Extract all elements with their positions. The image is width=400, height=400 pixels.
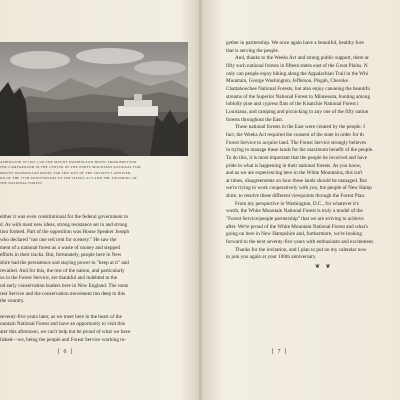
- body-line: forests throughout the East.: [226, 116, 284, 123]
- body-line: Thanks for the invitation, and I plan to put on my calendar now: [235, 246, 367, 253]
- body-line: gether in partnership. We once again have a beautiful, healthy fore: [226, 40, 364, 46]
- caption-line: THE CAMPGROUND IN THE CENTER OF THE WHITE MOUNTAIN NATIONAL FOR-: [0, 165, 142, 170]
- body-line: shire had the persistence and staying power to "keep at it" and: [0, 259, 129, 266]
- caption-line: MOUNT WASHINGTON HOTEL FOR THE SITE OF THE SOCIETY'S ANNIVER-: [0, 170, 132, 175]
- page-number: [ 6 ]: [58, 349, 73, 355]
- body-line: in trying to manage these lands for the maximum benefit of the people.: [226, 147, 374, 154]
- body-line: we're trying to work cooperatively with you, the people of New Hamp: [226, 185, 372, 192]
- body-line: fifty such national forests in fifteen states east of the Great Plains. N: [226, 62, 368, 69]
- body-line: that is serving the people.: [226, 47, 280, 54]
- body-line: us in the Forest Service, are thankful and indebted to the: [0, 275, 118, 282]
- body-line: Chattahoochee National Forests, but also enjoy canoeing the beautifu: [226, 85, 370, 92]
- body-line: revailed. And for this, the rest of the nation, and particularly: [0, 267, 125, 274]
- body-line: shire, to resolve these different viewpoints through the Forest Plan.: [226, 193, 366, 200]
- body-line: From my perspective in Washington, D.C., for whatever it's: [235, 200, 359, 207]
- caption-line: ON OF THE 75TH ANNIVERSARY OF THE WEEKS ACT AND THE FOUNDING OF: [0, 175, 138, 180]
- body-line: lished—we, being the people and Forest Service working to-: [0, 336, 127, 343]
- body-line: ountain National Forest and have an opportunity to visit this: [0, 321, 125, 328]
- body-line: worth, the White Mountain National Forest is truly a model of the: [226, 208, 363, 215]
- body-line: loblolly pine and cypress flats of the Kisatchie National Forest i: [226, 101, 359, 108]
- right-body-text: [226, 40, 400, 262]
- body-line: streams of the Superior National Forest in Minnesota, hunting among: [226, 93, 371, 100]
- caption-line: ASHINGTON IN 1847 ] ON THE MOUNT WASHINGTON HOTEL FROM BRETTON: [0, 160, 137, 164]
- body-line: tion formed. Part of the opposition was House Speaker Joseph: [0, 229, 130, 236]
- body-line: pride in what is happening in their national forests. As you know,: [226, 162, 362, 169]
- body-line: and as we are experiencing here in the White Mountains, this isn't: [226, 170, 363, 177]
- body-line: only can people enjoy hiking along the Appalachian Trail in the Whi: [226, 70, 369, 77]
- right-page: [203, 0, 400, 400]
- body-line: forward to the next seventy-five years with enthusiasm and excitement.: [226, 239, 375, 246]
- photo-illustration: [0, 42, 188, 156]
- body-line: ment of a national forest as a waste of money and stepped: [0, 244, 120, 251]
- body-line: ater this afternoon, we can't help but be proud of what we have: [0, 328, 131, 335]
- body-line: after. We're proud of the White Mountain National Forest and what's: [226, 223, 369, 230]
- body-line: These national forests in the East were created by the people. I: [235, 124, 365, 131]
- left-page: [0, 0, 198, 400]
- body-line: at times, disagreements on how these lands should be managed. But: [226, 177, 367, 184]
- mountain-hotel-photo: [0, 42, 188, 156]
- page-number: [ 7 ]: [272, 349, 287, 355]
- body-line: the country.: [0, 298, 25, 305]
- body-line: Mountain, George Washington, Jefferson, Pisgah, Cheroke: [226, 78, 348, 85]
- body-line: to join you again at your 100th anniversary.: [226, 254, 317, 261]
- fleuron-ornament: ❦ ❦: [315, 264, 333, 270]
- body-line: seventy-five years later, as we meet here in the heart of the: [0, 313, 122, 320]
- photo-caption: [0, 160, 190, 186]
- body-line: Forest Service to acquire land. The Forest Service strongly believes: [226, 139, 367, 146]
- body-line: Louisiana, and camping and picnicking in any one of the fifty nation: [226, 108, 369, 115]
- body-line: either it was even constitutional for the federal government to: [0, 214, 129, 220]
- left-body-text: [0, 214, 186, 344]
- body-line: [0, 306, 186, 314]
- body-line: To do this, it is most important that the people be involved and have: [226, 154, 368, 161]
- body-line: who declared "not one red cent for scenery." He saw the: [0, 236, 117, 243]
- body-line: "Forest Service/people partnership" that we are striving to achieve: [226, 216, 364, 223]
- body-line: going on here in New Hampshire and, furthermore, we're looking: [226, 231, 362, 238]
- caption-line: THE NATIONAL FOREST: [0, 181, 43, 186]
- body-line: efforts in their tracks. But, fortunately, people here in New: [0, 252, 122, 259]
- body-line: And, thanks to the Weeks Act and strong public support, there ar: [235, 55, 369, 62]
- body-line: rest Service and the conservation movement run deep to this: [0, 290, 126, 297]
- body-line: nd early conservation leaders here in New England. The roots: [0, 282, 129, 289]
- body-line: fact, the Weeks Act required the consent of the state in order for th: [226, 131, 364, 138]
- body-line: d. As with most new ideas, strong resistance set in and strong: [0, 221, 128, 228]
